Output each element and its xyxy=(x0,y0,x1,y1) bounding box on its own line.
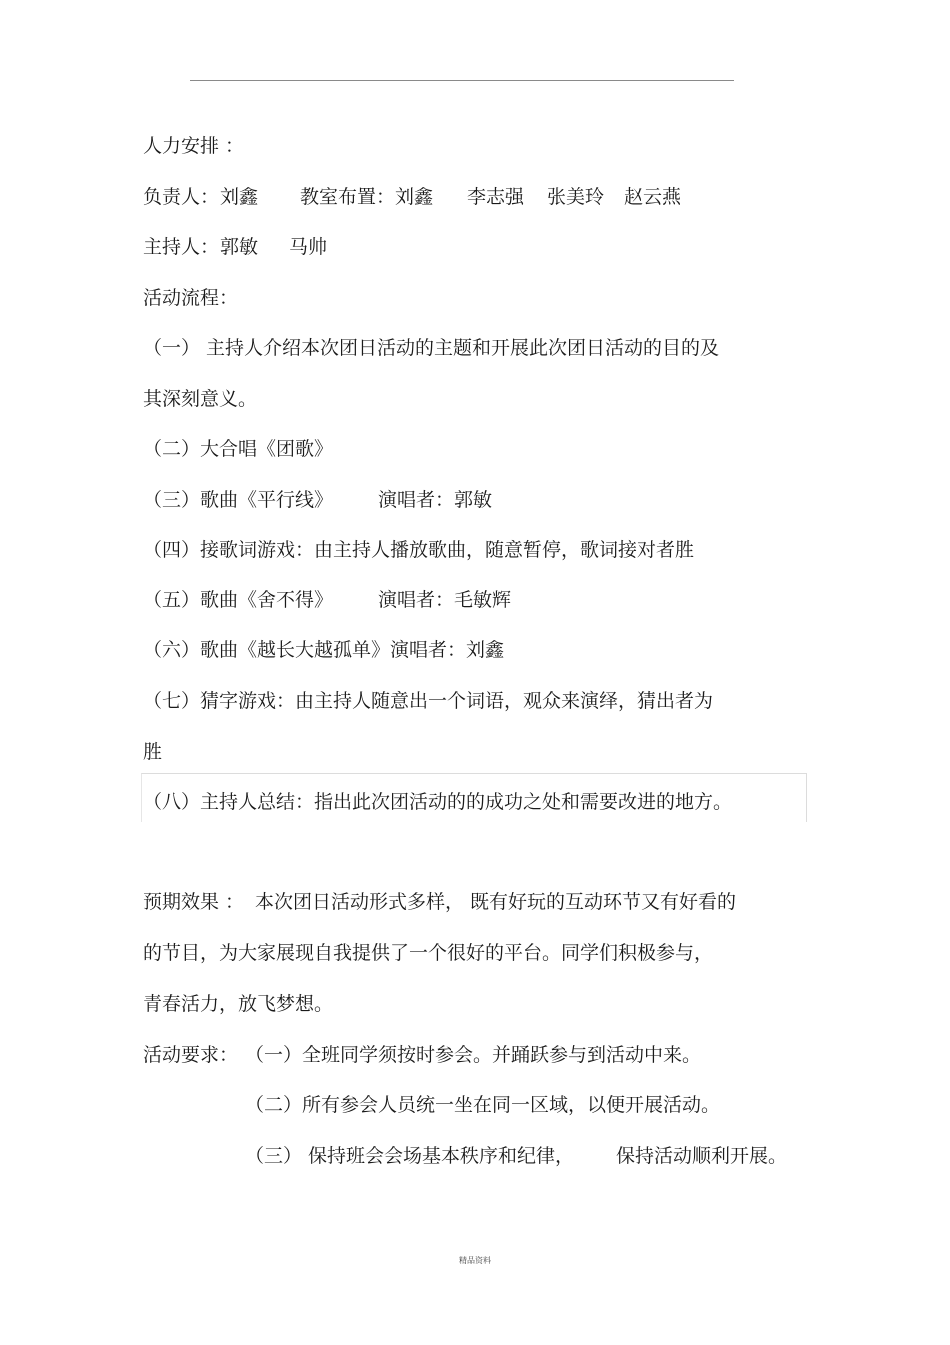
flow-step-8: （八）主持人总结：指出此次团活动的的成功之处和需要改进的地方。 xyxy=(143,791,733,813)
requirement-item-1: （一）全班同学须按时参会。并踊跃参与到活动中来。 xyxy=(245,1044,702,1066)
flow-step-1-cont: 其深刻意义。 xyxy=(143,388,258,410)
flow-step-6: （六）歌曲《越长大越孤单》演唱者：刘鑫 xyxy=(143,639,505,661)
flow-heading: 活动流程： xyxy=(143,287,239,309)
host-name: 郭敏 xyxy=(220,236,259,258)
staffing-heading: 人力安排 ： xyxy=(143,135,245,157)
effect-label: 预期效果 ： xyxy=(143,891,245,913)
classroom-name: 李志强 xyxy=(467,186,525,208)
effect-line-3: 青春活力，放飞梦想。 xyxy=(143,993,334,1015)
requirement-item-3-b: 保持活动顺利开展。 xyxy=(616,1145,788,1167)
flow-step-7-cont: 胜 xyxy=(143,741,163,763)
responsible-label: 负责人： xyxy=(143,186,220,208)
requirement-item-3-a: （三） 保持班会会场基本秩序和纪律， xyxy=(245,1145,575,1167)
classroom-name: 刘鑫 xyxy=(395,186,434,208)
header-rule xyxy=(190,80,734,81)
requirements-label: 活动要求： xyxy=(143,1044,239,1066)
host-name: 马帅 xyxy=(289,236,328,258)
classroom-label: 教室布置： xyxy=(300,186,396,208)
footer-note: 精品资料 xyxy=(459,1256,491,1265)
effect-line-2: 的节目，为大家展现自我提供了一个很好的平台。同学们积极参与， xyxy=(143,942,714,964)
requirement-item-2: （二）所有参会人员统一坐在同一区域，以便开展活动。 xyxy=(245,1094,721,1116)
requirement-item-3 xyxy=(245,1144,788,1216)
step-3-title: （三）歌曲《平行线》 xyxy=(143,489,334,511)
classroom-name: 张美玲 xyxy=(547,186,605,208)
flow-step-7: （七）猜字游戏：由主持人随意出一个词语，观众来演绎，猜出者为 xyxy=(143,690,714,712)
flow-step-2: （二）大合唱《团歌》 xyxy=(143,438,334,460)
flow-step-4: （四）接歌词游戏：由主持人播放歌曲，随意暂停，歌词接对者胜 xyxy=(143,539,695,561)
step-5-singer: 演唱者：毛敏辉 xyxy=(378,589,512,611)
step-5-title: （五）歌曲《舍不得》 xyxy=(143,589,334,611)
effect-text-b: 既有好玩的互动环节又有好看的 xyxy=(470,891,737,913)
host-label: 主持人： xyxy=(143,236,220,258)
responsible-name: 刘鑫 xyxy=(220,186,259,208)
classroom-name: 赵云燕 xyxy=(624,186,682,208)
flow-step-1: （一） 主持人介绍本次团日活动的主题和开展此次团日活动的目的及 xyxy=(143,337,720,359)
effect-text-a: 本次团日活动形式多样， xyxy=(255,891,465,913)
step-3-singer: 演唱者：郭敏 xyxy=(378,489,493,511)
